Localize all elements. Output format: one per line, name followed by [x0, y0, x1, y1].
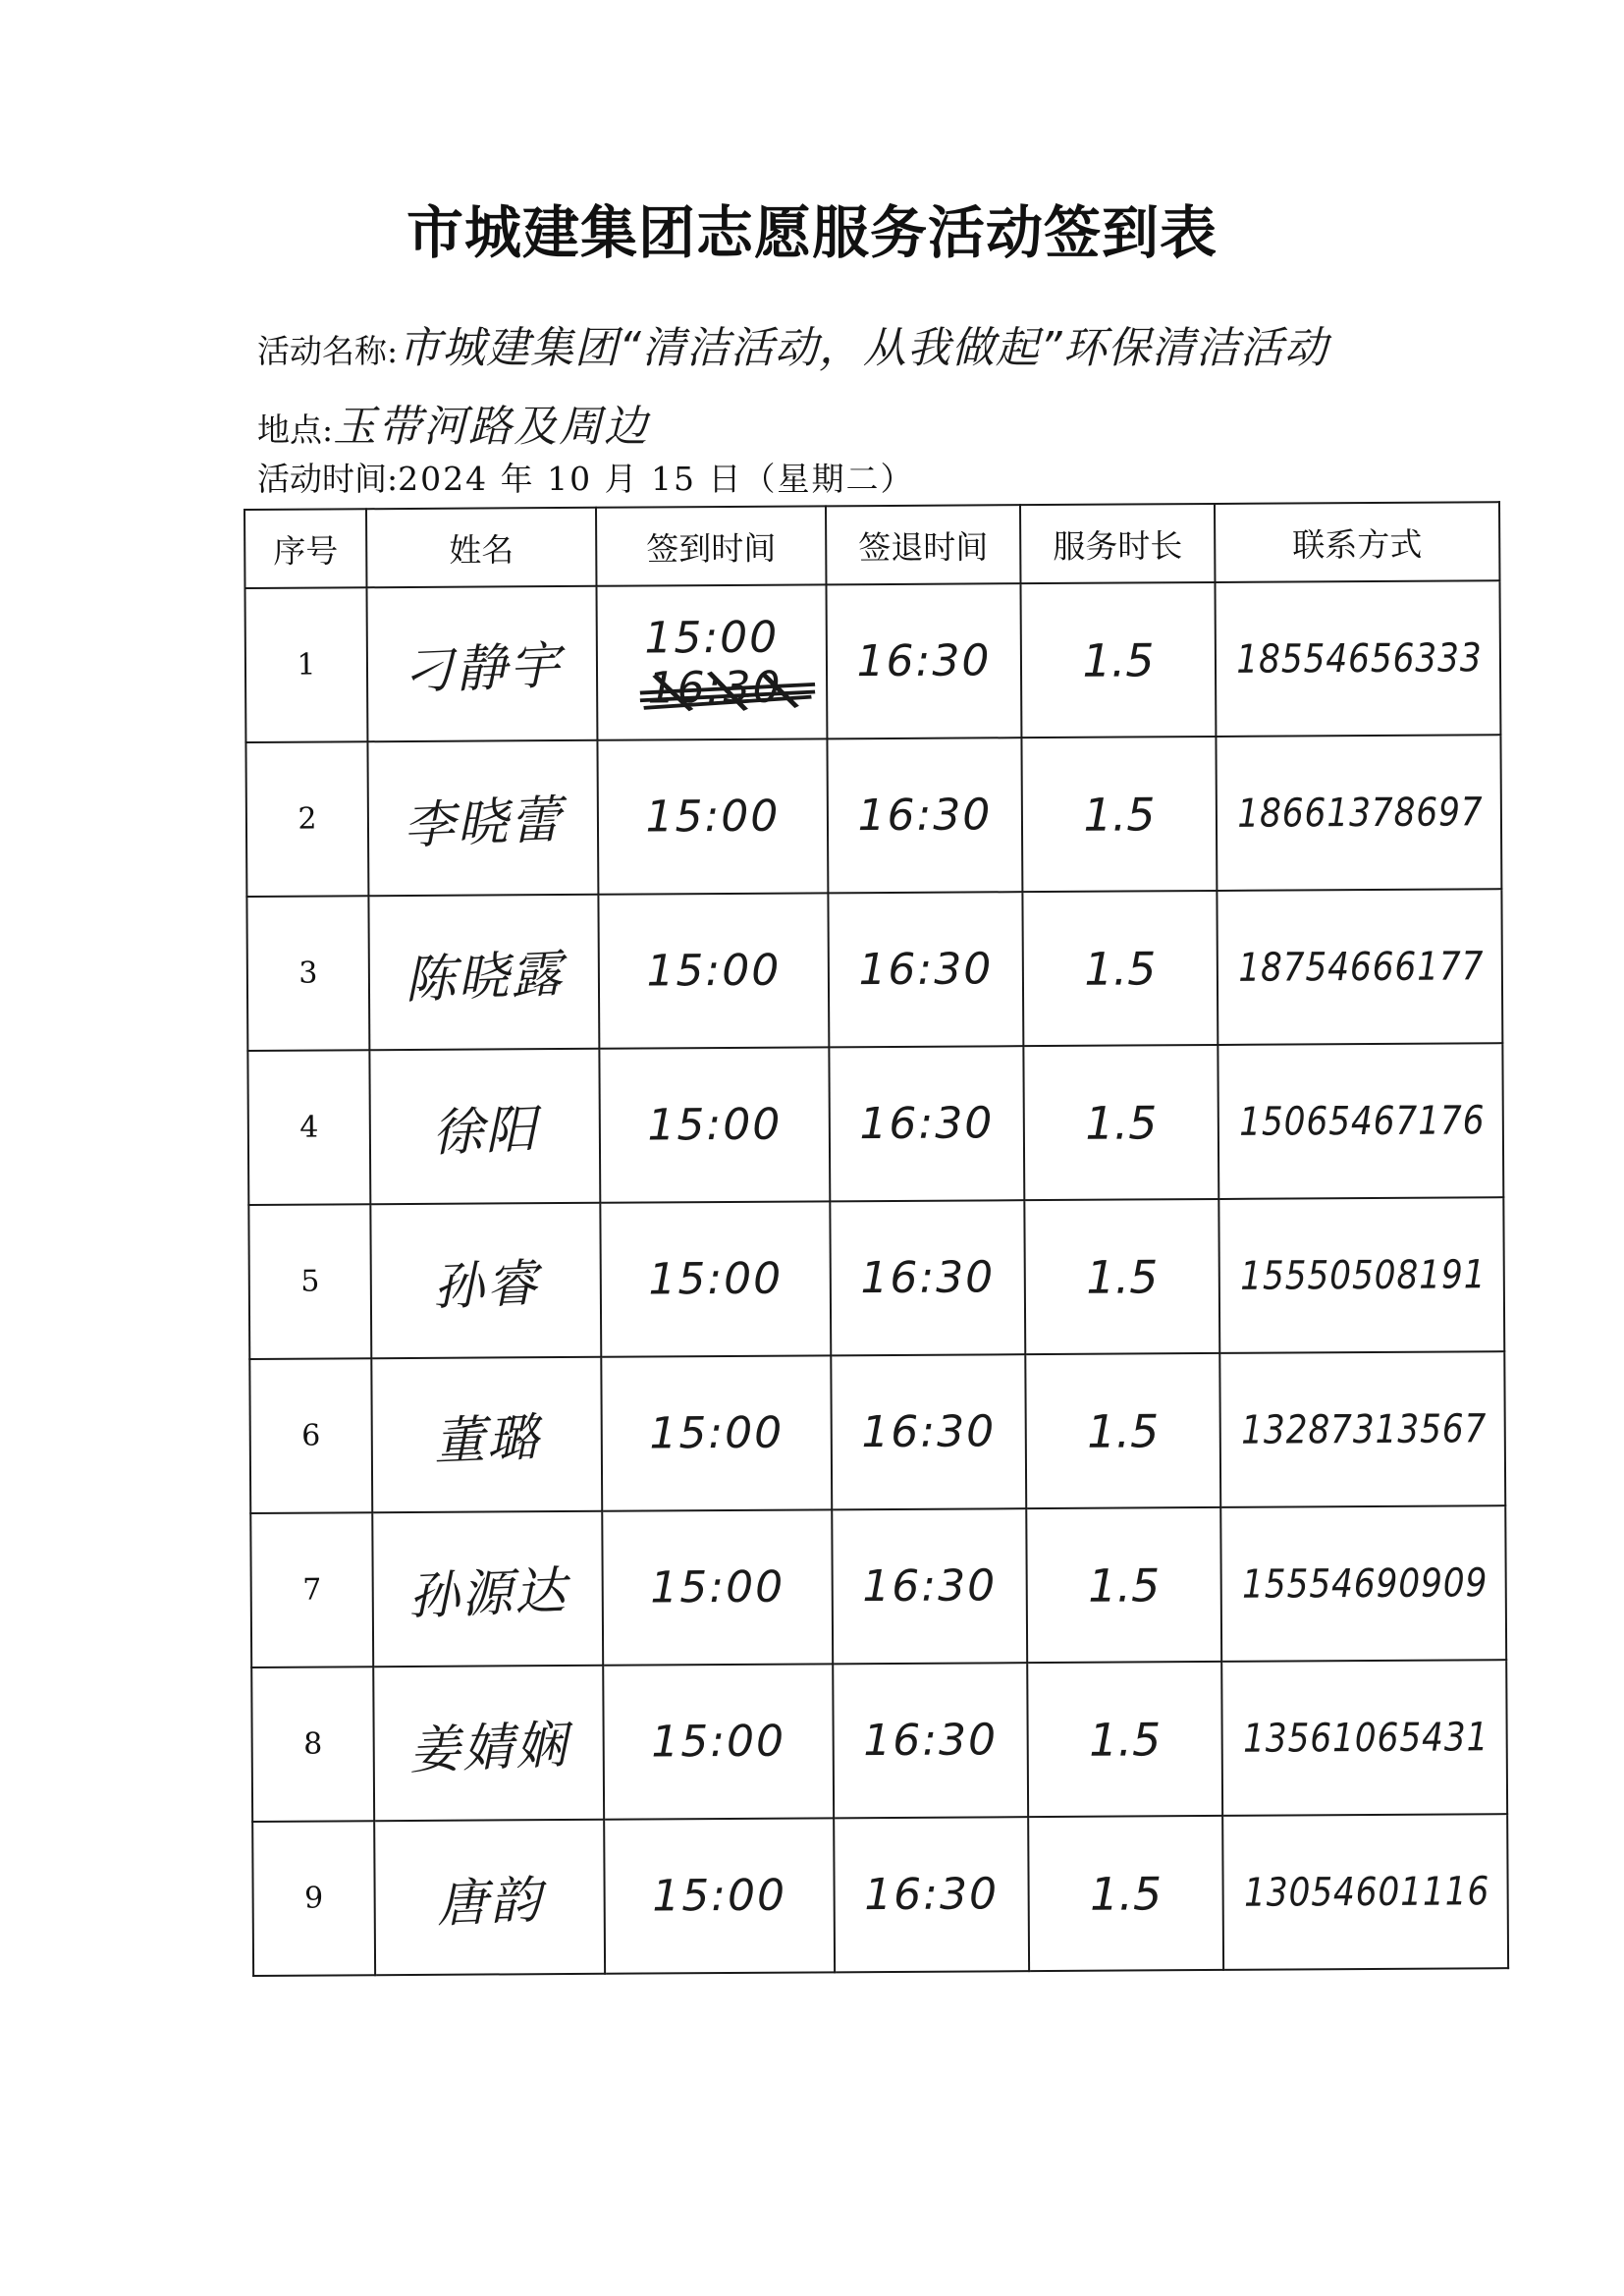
- table-row: [249, 1351, 1505, 1513]
- row-hours: 1.5: [1083, 787, 1156, 842]
- activity-name-line: [257, 312, 1328, 375]
- row-sign-in: 15:00: [646, 945, 782, 997]
- row-name: 董璐: [432, 1408, 542, 1472]
- row-phone: 18554656333: [1236, 634, 1483, 683]
- row-name: 李晓蕾: [402, 791, 565, 856]
- row-phone: 13561065431: [1242, 1714, 1489, 1762]
- row-sign-out: 16:30: [861, 1406, 997, 1458]
- header-seq: 序号: [244, 509, 366, 588]
- row-hours-cell: [1023, 1045, 1218, 1200]
- row-name-cell: [372, 1511, 603, 1667]
- row-name-cell: [368, 895, 599, 1050]
- table-header-row: [244, 502, 1499, 588]
- row-phone-cell: [1218, 1043, 1503, 1199]
- row-sign-in-cell: [603, 1664, 834, 1819]
- row-sign-in-cell: [601, 1355, 832, 1510]
- row-hours-cell: [1025, 1353, 1220, 1508]
- row-phone: 13054601116: [1243, 1868, 1490, 1916]
- row-seq: 3: [246, 896, 369, 1051]
- row-hours: 1.5: [1084, 941, 1157, 996]
- row-name-cell: [370, 1203, 601, 1358]
- table-row: [245, 735, 1501, 897]
- row-seq: 6: [249, 1358, 372, 1513]
- row-seq: 4: [247, 1050, 370, 1205]
- row-name-cell: [374, 1820, 605, 1975]
- row-phone-cell: [1220, 1505, 1506, 1662]
- row-seq: 7: [250, 1512, 373, 1667]
- row-sign-out-cell: [827, 738, 1022, 893]
- table-row: [244, 580, 1500, 742]
- header-service-hours: 服务时长: [1020, 504, 1215, 583]
- location-line: [257, 391, 649, 454]
- activity-name-value: 市城建集团“清洁活动，从我做起”环保清洁活动: [398, 323, 1328, 373]
- row-hours: 1.5: [1088, 1712, 1162, 1767]
- row-hours-cell: [1020, 582, 1216, 738]
- table-row: [246, 889, 1502, 1051]
- row-name: 陈晓露: [403, 945, 566, 1011]
- row-hours-cell: [1024, 1199, 1219, 1354]
- row-phone-cell: [1218, 1197, 1504, 1353]
- activity-time-value: 2024 年 10 月 15 日（星期二）: [398, 460, 915, 498]
- row-name: 姜婧娴: [407, 1716, 570, 1781]
- row-sign-in: 15:00: [651, 1716, 786, 1768]
- row-sign-in-cell: [600, 1201, 831, 1356]
- row-name: 唐韵: [435, 1871, 545, 1935]
- table-row: [247, 1043, 1503, 1205]
- row-name: 孙源达: [406, 1561, 569, 1627]
- row-phone-cell: [1219, 1351, 1505, 1507]
- row-phone-cell: [1222, 1814, 1508, 1970]
- row-name: 孙睿: [431, 1254, 541, 1318]
- row-seq: 2: [245, 741, 368, 897]
- location-value: 玉带河路及周边: [333, 402, 650, 452]
- row-sign-out-cell: [829, 1046, 1024, 1201]
- activity-time-line: [257, 454, 915, 500]
- row-sign-in-cell: [602, 1509, 833, 1665]
- table-row: [248, 1197, 1504, 1359]
- row-hours-cell: [1022, 891, 1218, 1046]
- row-seq: 8: [251, 1667, 374, 1822]
- row-sign-out: 16:30: [864, 1869, 1000, 1921]
- row-phone-cell: [1217, 889, 1502, 1045]
- row-sign-in-cell: [597, 738, 828, 894]
- row-seq: 9: [252, 1821, 375, 1976]
- row-sign-in: 15:00: [648, 1253, 784, 1305]
- row-sign-in: 15:00: [647, 1099, 783, 1151]
- row-sign-out: 16:30: [859, 1098, 995, 1150]
- row-seq: 5: [248, 1204, 371, 1359]
- row-phone-cell: [1216, 735, 1501, 891]
- row-sign-out: 16:30: [856, 635, 992, 687]
- row-sign-in: 15:00: [644, 612, 780, 664]
- row-name-cell: [369, 1049, 600, 1204]
- row-sign-out-cell: [826, 583, 1021, 738]
- row-phone: 15554690909: [1241, 1559, 1489, 1608]
- sign-in-table: [244, 501, 1509, 1977]
- row-sign-in: 15:00: [649, 1407, 785, 1459]
- header-contact: 联系方式: [1215, 502, 1499, 582]
- row-seq: 1: [244, 587, 367, 742]
- row-sign-in-cell: [596, 584, 827, 739]
- activity-name-label: 活动名称:: [257, 332, 399, 370]
- row-sign-out-cell: [833, 1663, 1028, 1818]
- row-hours-cell: [1021, 737, 1217, 892]
- table-row: [251, 1660, 1507, 1822]
- row-name-cell: [373, 1666, 604, 1821]
- row-hours-cell: [1028, 1816, 1223, 1971]
- row-sign-in-cell: [598, 893, 829, 1048]
- row-hours: 1.5: [1086, 1249, 1159, 1304]
- row-sign-in-cell: [604, 1818, 835, 1973]
- row-sign-out: 16:30: [858, 944, 994, 996]
- row-sign-in-cell: [599, 1047, 830, 1202]
- row-hours: 1.5: [1087, 1403, 1160, 1458]
- row-name-cell: [371, 1357, 602, 1512]
- row-sign-in-struck: 16:30: [647, 662, 783, 713]
- row-sign-in: 15:00: [645, 791, 781, 843]
- row-phone: 18661378697: [1237, 789, 1484, 837]
- row-name-cell: [366, 586, 597, 741]
- row-name: 徐阳: [430, 1100, 540, 1164]
- header-name: 姓名: [366, 508, 596, 587]
- row-phone: 15065467176: [1239, 1097, 1486, 1145]
- row-hours: 1.5: [1085, 1095, 1158, 1150]
- header-sign-out-time: 签退时间: [826, 505, 1020, 584]
- table-row: [250, 1505, 1506, 1667]
- row-phone-cell: [1215, 580, 1500, 737]
- row-name-cell: [367, 740, 598, 896]
- page-title: 市城建集团志愿服务活动签到表: [406, 199, 1218, 266]
- row-hours-cell: [1026, 1507, 1221, 1663]
- struck-out-entry: [642, 662, 783, 713]
- row-hours: 1.5: [1082, 632, 1155, 687]
- activity-time-label: 活动时间:: [257, 460, 399, 498]
- row-sign-out-cell: [831, 1354, 1026, 1509]
- row-sign-out-cell: [834, 1817, 1029, 1972]
- row-phone-cell: [1221, 1660, 1507, 1816]
- location-label: 地点:: [257, 410, 334, 449]
- row-sign-in: 15:00: [652, 1870, 787, 1922]
- row-hours: 1.5: [1087, 1558, 1161, 1613]
- row-sign-out-cell: [828, 892, 1023, 1047]
- row-sign-out: 16:30: [863, 1715, 999, 1767]
- table-row: [252, 1814, 1508, 1976]
- header-sign-in-time: 签到时间: [596, 506, 826, 585]
- row-hours-cell: [1027, 1662, 1222, 1817]
- row-sign-in: 15:00: [650, 1561, 785, 1613]
- row-name: 刁静宇: [402, 636, 564, 702]
- row-sign-out: 16:30: [862, 1560, 998, 1613]
- row-sign-out: 16:30: [860, 1252, 996, 1304]
- row-sign-out-cell: [830, 1200, 1025, 1355]
- row-phone: 15550508191: [1240, 1251, 1487, 1299]
- row-hours: 1.5: [1089, 1866, 1163, 1921]
- row-phone: 13287313567: [1240, 1405, 1488, 1453]
- row-phone: 18754666177: [1238, 943, 1485, 991]
- row-sign-out-cell: [832, 1508, 1027, 1664]
- row-sign-out: 16:30: [857, 790, 993, 842]
